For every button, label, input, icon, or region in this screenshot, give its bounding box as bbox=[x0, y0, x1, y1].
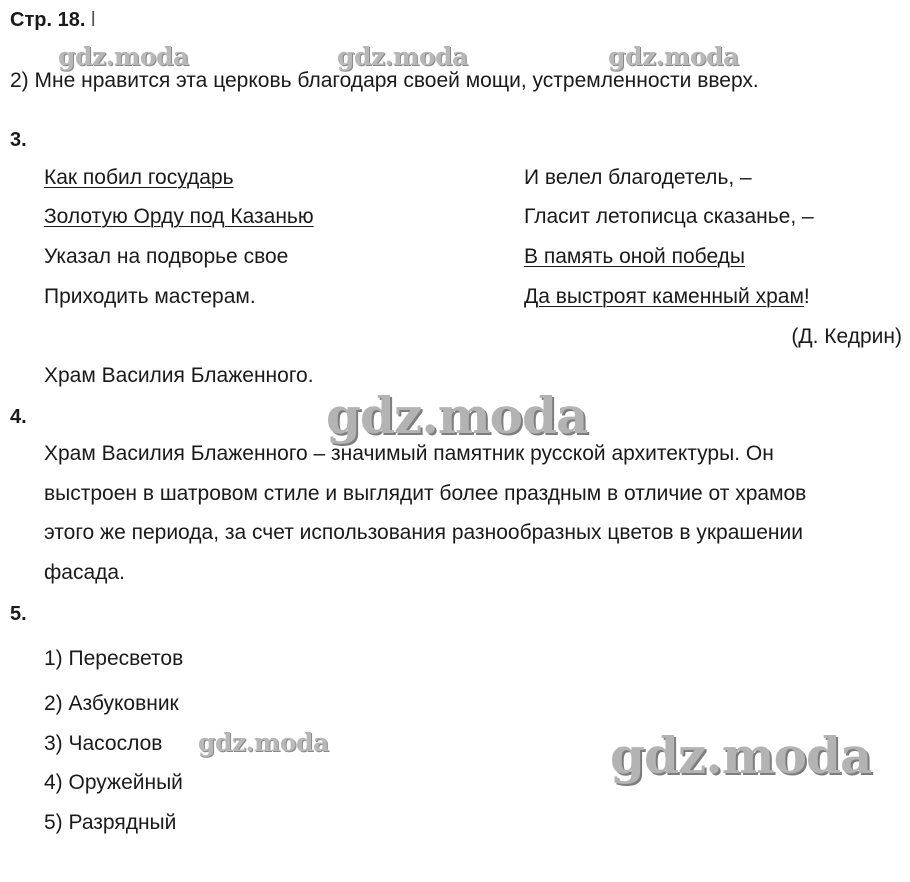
poem-line-text: Да выстроят каменный храм bbox=[524, 285, 804, 308]
section2-answer: 2) Мне нравится эта церковь благодаря своей мощи, устремленности вверх. bbox=[10, 69, 759, 92]
poem-line-last bbox=[524, 284, 810, 310]
list-item: 3) Часослов bbox=[44, 732, 163, 755]
section4-number: 4. bbox=[10, 406, 27, 428]
list-item: 5) Разрядный bbox=[44, 811, 177, 834]
poem-author: (Д. Кедрин) bbox=[791, 325, 902, 348]
page-marker: l bbox=[90, 9, 96, 31]
list-item: 4) Оружейный bbox=[44, 771, 183, 794]
watermark-logo: gdz.moda bbox=[608, 42, 739, 71]
section3-number: 3. bbox=[10, 129, 27, 151]
watermark-logo: gdz.moda bbox=[610, 726, 872, 785]
poem-line: В память оной победы bbox=[524, 245, 746, 268]
watermark-logo: gdz.moda bbox=[326, 386, 588, 445]
section4-line: этого же периода, за счет использования разнообразных цветов в украшении bbox=[44, 521, 803, 544]
poem-line-end: ! bbox=[803, 285, 810, 308]
page-number bbox=[10, 8, 95, 32]
section4-line: выстроен в шатровом стиле и выглядит более праздным в отличие от храмов bbox=[44, 482, 807, 505]
watermark-logo: gdz.moda bbox=[198, 728, 329, 757]
section4-line: Храм Василия Блаженного – значимый памятник русской архитектуры. Он bbox=[44, 442, 774, 465]
poem-line: И велел благодетель, – bbox=[524, 166, 752, 189]
poem-line: Указал на подворье свое bbox=[44, 245, 289, 268]
watermark-logo: gdz.moda bbox=[337, 42, 468, 71]
list-item: 1) Пересветов bbox=[44, 647, 184, 670]
watermark-logo: gdz.moda bbox=[58, 42, 189, 71]
poem-line: Приходить мастерам. bbox=[44, 285, 256, 308]
section4-line: фасада. bbox=[44, 561, 125, 584]
page-label: Стр. 18. bbox=[10, 9, 86, 31]
poem-line: Золотую Орду под Казанью bbox=[44, 205, 314, 228]
poem-line: Как побил государь bbox=[44, 166, 234, 189]
list-item: 2) Азбуковник bbox=[44, 692, 179, 715]
section3-answer: Храм Василия Блаженного. bbox=[44, 364, 314, 387]
poem-line: Гласит летописца сказанье, – bbox=[524, 205, 814, 228]
section5-number: 5. bbox=[10, 603, 27, 625]
